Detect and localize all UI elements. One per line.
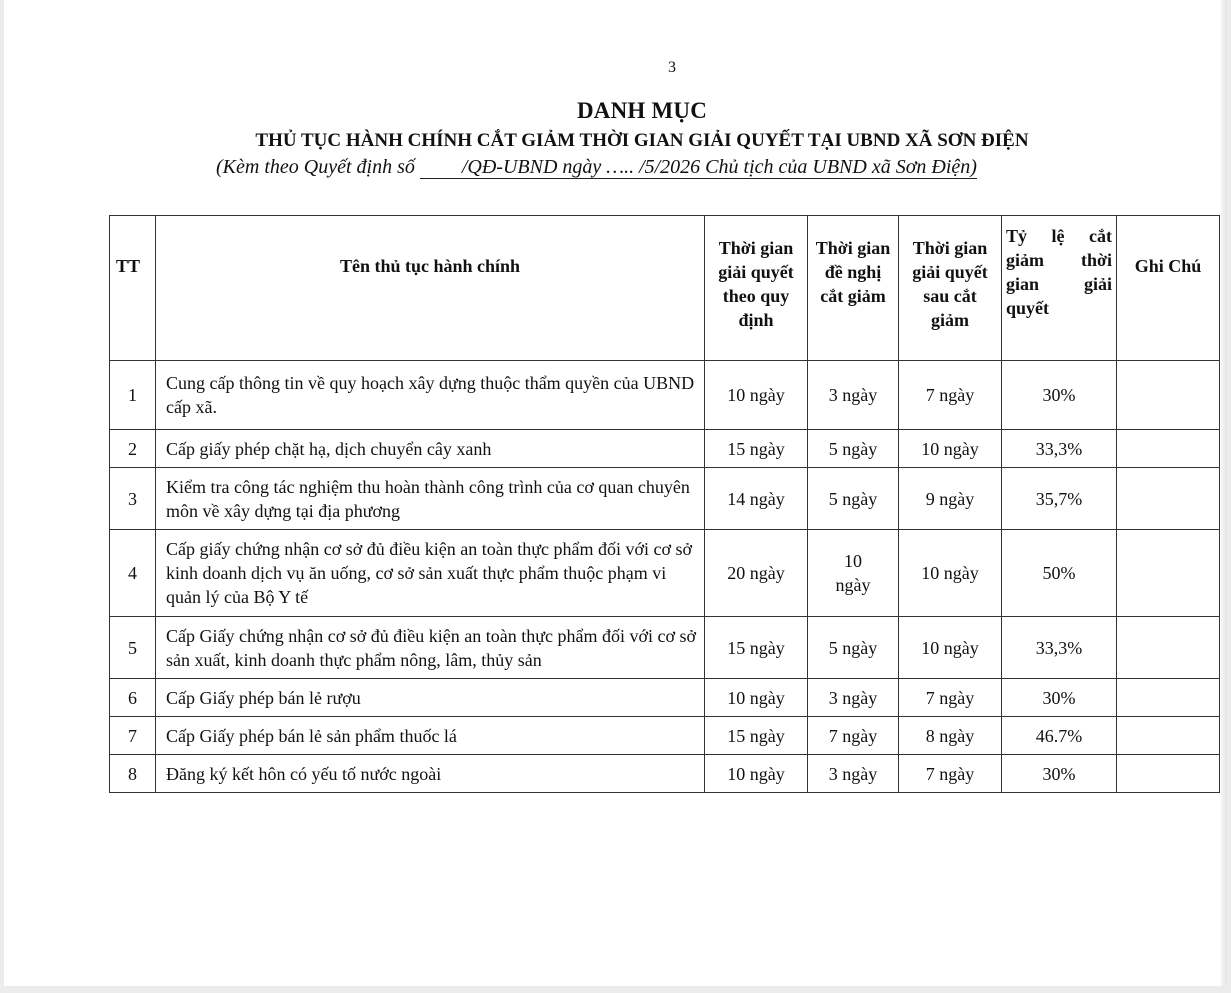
document-page xyxy=(4,0,1227,986)
row-tt: 7 xyxy=(110,717,156,755)
decision-number-blank xyxy=(420,156,462,179)
row-procedure-name: Đăng ký kết hôn có yếu tố nước ngoài xyxy=(156,755,705,793)
row-cut-ratio: 30% xyxy=(1002,361,1117,430)
row-procedure-name: Cấp Giấy chứng nhận cơ sở đủ điều kiện an toàn thực phẩm đối với cơ sở sản xuất, kinh doanh thực phẩm nông, lâm, thủy sản xyxy=(156,617,705,679)
row-cut-ratio: 33,3% xyxy=(1002,617,1117,679)
row-procedure-name: Cấp giấy chứng nhận cơ sở đủ điều kiện an toàn thực phẩm đối với cơ sở kinh doanh dịch vụ ăn uống, cơ sở sản xuất thực phẩm thuộc phạm vi quản lý của Bộ Y tế xyxy=(156,530,705,617)
row-note xyxy=(1117,679,1220,717)
row-proposed-cut: 7 ngày xyxy=(808,717,899,755)
row-time-after-cut: 10 ngày xyxy=(899,617,1002,679)
row-tt: 4 xyxy=(110,530,156,617)
row-tt: 6 xyxy=(110,679,156,717)
row-note xyxy=(1117,530,1220,617)
row-proposed-cut: 5 ngày xyxy=(808,468,899,530)
header-cut-ratio-line: Tỷ lệ cắt xyxy=(1006,226,1112,246)
header-regulated-time: Thời gian giải quyết theo quy định xyxy=(705,216,808,361)
row-time-after-cut: 7 ngày xyxy=(899,361,1002,430)
row-regulated-time: 15 ngày xyxy=(705,717,808,755)
row-cut-ratio: 33,3% xyxy=(1002,430,1117,468)
row-cut-ratio: 50% xyxy=(1002,530,1117,617)
attachment-suffix: /QĐ-UBND ngày ….. /5/2026 Chủ tịch của UBND xã Sơn Điện) xyxy=(461,156,977,178)
row-proposed-cut: 3 ngày xyxy=(808,361,899,430)
row-tt: 3 xyxy=(110,468,156,530)
header-cut-ratio xyxy=(1002,216,1117,361)
table-row xyxy=(110,468,1220,530)
header-procedure-name: Tên thủ tục hành chính xyxy=(156,216,705,361)
header-time-after-cut: Thời gian giải quyết sau cắt giảm xyxy=(899,216,1002,361)
document-title: DANH MỤC xyxy=(577,98,707,123)
row-proposed-cut: 10 ngày xyxy=(808,530,899,617)
row-time-after-cut: 7 ngày xyxy=(899,679,1002,717)
row-note xyxy=(1117,617,1220,679)
row-regulated-time: 15 ngày xyxy=(705,617,808,679)
row-regulated-time: 10 ngày xyxy=(705,755,808,793)
row-procedure-name: Cấp Giấy phép bán lẻ rượu xyxy=(156,679,705,717)
attachment-prefix: (Kèm theo Quyết định số xyxy=(216,156,415,178)
row-tt: 2 xyxy=(110,430,156,468)
header-note: Ghi Chú xyxy=(1117,216,1220,361)
header-cut-ratio-line: giảm thời xyxy=(1006,250,1112,270)
table-row xyxy=(110,679,1220,717)
row-procedure-name: Cung cấp thông tin về quy hoạch xây dựng thuộc thẩm quyền của UBND cấp xã. xyxy=(156,361,705,430)
row-cut-ratio: 46.7% xyxy=(1002,717,1117,755)
row-time-after-cut: 9 ngày xyxy=(899,468,1002,530)
row-procedure-name: Cấp giấy phép chặt hạ, dịch chuyển cây xanh xyxy=(156,430,705,468)
header-cut-ratio-line: gian giải xyxy=(1006,274,1112,294)
row-regulated-time: 20 ngày xyxy=(705,530,808,617)
row-cut-ratio: 30% xyxy=(1002,755,1117,793)
row-note xyxy=(1117,717,1220,755)
document-subtitle: THỦ TỤC HÀNH CHÍNH CẮT GIẢM THỜI GIAN GIẢI QUYẾT TẠI UBND XÃ SƠN ĐIỆN xyxy=(255,130,1029,151)
procedures-table xyxy=(109,215,1220,793)
table-row xyxy=(110,717,1220,755)
row-proposed-cut: 3 ngày xyxy=(808,679,899,717)
row-proposed-cut: 3 ngày xyxy=(808,755,899,793)
row-time-after-cut: 7 ngày xyxy=(899,755,1002,793)
row-note xyxy=(1117,430,1220,468)
row-procedure-name: Kiểm tra công tác nghiệm thu hoàn thành công trình của cơ quan chuyên môn về xây dựng tại địa phương xyxy=(156,468,705,530)
row-regulated-time: 14 ngày xyxy=(705,468,808,530)
row-note xyxy=(1117,468,1220,530)
table-row xyxy=(110,755,1220,793)
row-cut-ratio: 30% xyxy=(1002,679,1117,717)
row-proposed-cut: 5 ngày xyxy=(808,430,899,468)
page-edge-shadow xyxy=(1221,0,1227,986)
row-procedure-name: Cấp Giấy phép bán lẻ sản phẩm thuốc lá xyxy=(156,717,705,755)
header-proposed-cut: Thời gian đề nghị cắt giảm xyxy=(808,216,899,361)
row-note xyxy=(1117,361,1220,430)
row-regulated-time: 15 ngày xyxy=(705,430,808,468)
header-cut-ratio-line: quyết xyxy=(1006,298,1050,318)
row-regulated-time: 10 ngày xyxy=(705,679,808,717)
row-time-after-cut: 8 ngày xyxy=(899,717,1002,755)
table-row xyxy=(110,430,1220,468)
row-tt: 8 xyxy=(110,755,156,793)
table-header-row xyxy=(110,216,1220,361)
row-tt: 1 xyxy=(110,361,156,430)
header-tt: TT xyxy=(110,216,156,361)
attachment-line xyxy=(216,156,977,179)
table-row xyxy=(110,530,1220,617)
row-note xyxy=(1117,755,1220,793)
row-time-after-cut: 10 ngày xyxy=(899,530,1002,617)
page-number: 3 xyxy=(668,59,676,76)
row-cut-ratio: 35,7% xyxy=(1002,468,1117,530)
row-tt: 5 xyxy=(110,617,156,679)
row-regulated-time: 10 ngày xyxy=(705,361,808,430)
table-row xyxy=(110,617,1220,679)
row-proposed-cut: 5 ngày xyxy=(808,617,899,679)
table-row xyxy=(110,361,1220,430)
row-time-after-cut: 10 ngày xyxy=(899,430,1002,468)
